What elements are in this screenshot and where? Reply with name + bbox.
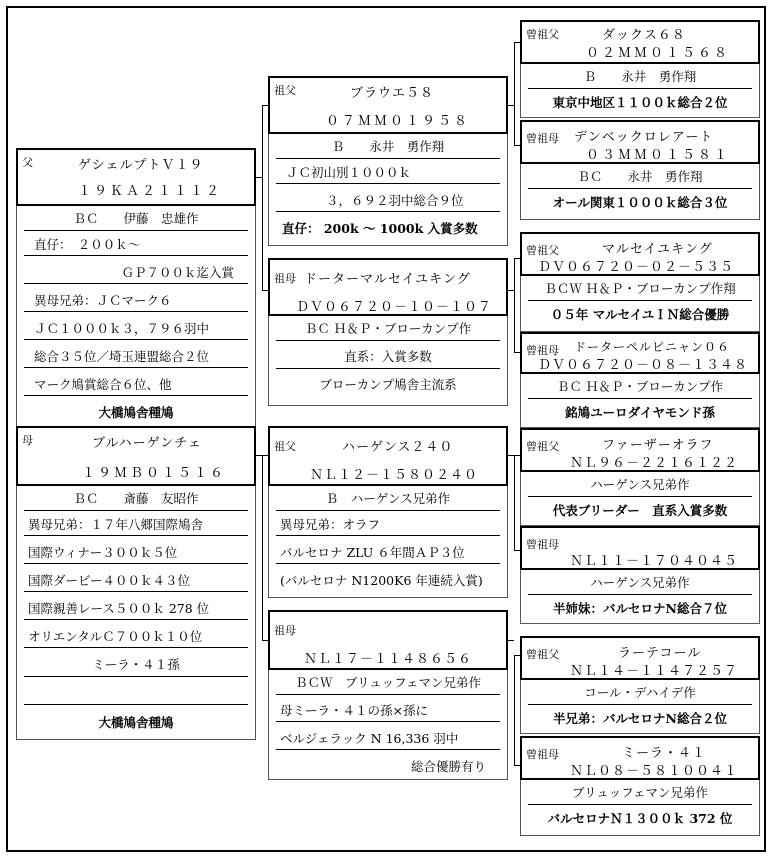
sire-line: ＢＣ 伊藤 忠雄作 — [24, 208, 248, 231]
role-label: 曾祖父 — [526, 28, 559, 41]
role-label: 祖母 — [274, 624, 296, 637]
great-granddam3-line: 半姉妹：バルセロナN総合７位 — [553, 601, 727, 616]
role-label: 曾祖父 — [526, 648, 559, 661]
bird-name: ファーザーオラフ — [602, 438, 714, 453]
role-label: 祖父 — [274, 84, 296, 97]
granddam1-line: ＢＣ Ｈ＆Ｐ・ブローカンプ作 — [276, 318, 500, 341]
ring-number: ０３ＭＭ０１５８１ — [586, 148, 731, 163]
dam-header — [16, 426, 256, 486]
role-label: 曾祖母 — [526, 344, 559, 357]
bird-name: ゲシェルプトＶ１９ — [78, 158, 204, 173]
grandsire1-line: Ｂ 永井 勇作翔 — [276, 136, 500, 159]
ring-number: ＮＬ０８－５８１００４１ — [570, 764, 739, 779]
great-granddam2-line: 銘鳩ユーロダイヤモンド孫 — [565, 405, 715, 420]
great-grandsire3-line: ハーゲンス兄弟作 — [528, 474, 752, 497]
grandsire2-line: Ｂ ハーゲンス兄弟作 — [276, 488, 500, 511]
ring-number: ＮＬ１７－１１４８６５６ — [304, 652, 473, 667]
great-granddam4-line: ブリュッフェマン兄弟作 — [528, 782, 752, 805]
great-grandsire2-line: ＢＣＷ Ｈ＆Ｐ・ブローカンプ作翔 — [528, 278, 752, 301]
dam-line: 国際ダービー４００ｋ４３位 — [24, 570, 248, 592]
great-grandsire3-header — [520, 428, 760, 472]
connector — [514, 42, 515, 145]
dam-line: オリエンタルＣ７００ｋ１０位 — [24, 626, 248, 648]
ring-number: ＮＬ１４－１１４７２５７ — [570, 664, 739, 679]
great-grandsire4-header — [520, 636, 760, 680]
bird-name: ブラウエ５８ — [350, 86, 435, 101]
great-granddam3-line: ハーゲンス兄弟作 — [528, 572, 752, 595]
dam-line: 異母兄弟：１７年八郷国際鳩舎 — [24, 514, 248, 536]
bird-name: ドーターペルピニャン０６ — [574, 340, 731, 354]
sire-line: ＧＰ７００ｋ迄入賞 — [24, 262, 248, 284]
great-grandsire1-header — [520, 20, 760, 64]
sire-header — [16, 148, 256, 206]
granddam2-line: ＢＣＷ ブリュッフェマン兄弟作 — [276, 672, 500, 695]
granddam2-line: ベルジェラック N 16,336 羽中 — [276, 728, 500, 750]
great-grandsire4-line: コール・デハイデ作 — [528, 682, 752, 705]
great-granddam2-line: ＢＣ Ｈ＆Ｐ・ブローカンプ作 — [528, 376, 752, 399]
ring-number: ＮＬ９６－２２１６１２２ — [570, 456, 739, 471]
sire-line: ＪＣ１０００ｋ３，７９６羽中 — [24, 318, 248, 340]
grandsire1-header — [268, 76, 508, 134]
role-label: 曾祖母 — [526, 538, 559, 551]
great-granddam2-header — [520, 332, 760, 374]
dam-line: 大橋鳩舎種鳩 — [98, 715, 174, 730]
bird-name: ハーゲンス２４０ — [342, 440, 454, 455]
great-granddam1-line: ＢＣ 永井 勇作翔 — [528, 166, 752, 189]
grandsire1-line: ３，６９２羽中総合９位 — [276, 190, 500, 212]
dam-line: 国際親善レース５００ｋ 278 位 — [24, 598, 248, 620]
dam-line: ミーラ・４１孫 — [24, 654, 248, 677]
dam-line: ＢＣ 斎藤 友昭作 — [24, 488, 248, 511]
dam-line — [24, 682, 248, 705]
role-label: 曾祖母 — [526, 132, 559, 145]
connector — [262, 105, 263, 290]
role-label: 母 — [22, 434, 33, 447]
role-label: 曾祖父 — [526, 440, 559, 453]
great-grandsire4-line: 半兄弟：バルセロナN総合２位 — [553, 711, 727, 726]
ring-number: ０２ＭＭ０１５６８ — [586, 46, 731, 61]
connector — [514, 455, 515, 550]
granddam2-line: 総合優勝有り — [410, 759, 486, 774]
ring-number: ＮＬ１２－１５８０２４０ — [310, 468, 479, 483]
role-label: 曾祖母 — [526, 748, 559, 761]
great-grandsire1-line: Ｂ 永井 勇作翔 — [528, 66, 752, 89]
great-grandsire2-line: ０５年 マルセイユＩＮ総合優勝 — [550, 307, 730, 322]
ring-number: １９ＭＢ０１５１６ — [82, 466, 227, 481]
grandsire2-line: バルセロナ ZLU ６年間ＡＰ３位 — [276, 542, 500, 564]
ring-number: ＤＶ０６７２０－０２－５３５ — [538, 260, 735, 275]
role-label: 曾祖父 — [526, 244, 559, 257]
connector — [514, 258, 515, 352]
ring-number: １９ＫＡ２１１１２ — [78, 184, 223, 199]
great-granddam3-header — [520, 526, 760, 570]
great-granddam1-header — [520, 120, 760, 164]
bird-name: ブルハーゲンチェ — [92, 436, 202, 451]
role-label: 祖父 — [274, 440, 296, 453]
great-grandsire2-header — [520, 232, 760, 276]
sire-line: 大橋鳩舎種鳩 — [98, 405, 174, 420]
bird-name: ドーターマルセイユキング — [304, 272, 471, 287]
granddam2-header — [268, 610, 508, 670]
role-label: 父 — [22, 156, 33, 169]
great-granddam1-line: オール関東１０００ｋ総合３位 — [552, 195, 728, 210]
role-label: 祖母 — [274, 272, 296, 285]
grandsire2-line: 異母兄弟：オラフ — [276, 514, 500, 536]
connector — [262, 455, 263, 640]
bird-name: デンベックロレアート — [574, 130, 714, 145]
dam-line: 国際ウィナー３００ｋ５位 — [24, 542, 248, 564]
sire-line: 総合３５位／埼玉連盟総合２位 — [24, 346, 248, 368]
ring-number: ０７ＭＭ０１９５８ — [326, 114, 471, 129]
granddam2-line: 母ミーラ・４１の孫×孫に — [276, 700, 500, 722]
ring-number: ＤＶ０６７２０－１０－１０７ — [296, 300, 493, 315]
sire-line: 直仔： ２００ｋ～ — [24, 234, 248, 256]
great-granddam4-header — [520, 736, 760, 780]
grandsire1-line: 直仔： 200k ～ 1000k 入賞多数 — [282, 221, 478, 236]
great-grandsire3-line: 代表ブリーダー 直系入賞多数 — [552, 503, 728, 518]
bird-name: ダックス６８ — [602, 28, 686, 43]
bird-name: ラーテコール — [618, 646, 702, 661]
grandsire2-header — [268, 426, 508, 486]
granddam1-line: ブローカンプ鳩舎主流系 — [319, 377, 457, 392]
sire-line: 異母兄弟：ＪＣマーク６ — [24, 290, 248, 312]
great-grandsire1-line: 東京中地区１１００ｋ総合２位 — [552, 95, 728, 110]
grandsire1-line: ＪＣ初山別１０００ｋ — [276, 162, 500, 184]
sire-line: マーク鳩賞総合６位、他 — [24, 374, 248, 396]
ring-number: ＮＬ１１－１７０４０４５ — [570, 554, 739, 569]
grandsire2-line: (バルセロナ N1200K6 年連続入賞) — [280, 573, 483, 588]
granddam1-header — [268, 258, 508, 316]
great-granddam4-line: バルセロナＮ１３００ｋ 372 位 — [547, 811, 733, 826]
bird-name: ミーラ・４１ — [622, 746, 707, 761]
ring-number: ＤＶ０６７２０－０８－１３４８ — [538, 358, 749, 373]
bird-name: マルセイユキング — [602, 242, 713, 257]
connector — [514, 655, 515, 765]
granddam1-line: 直系：入賞多数 — [276, 346, 500, 369]
